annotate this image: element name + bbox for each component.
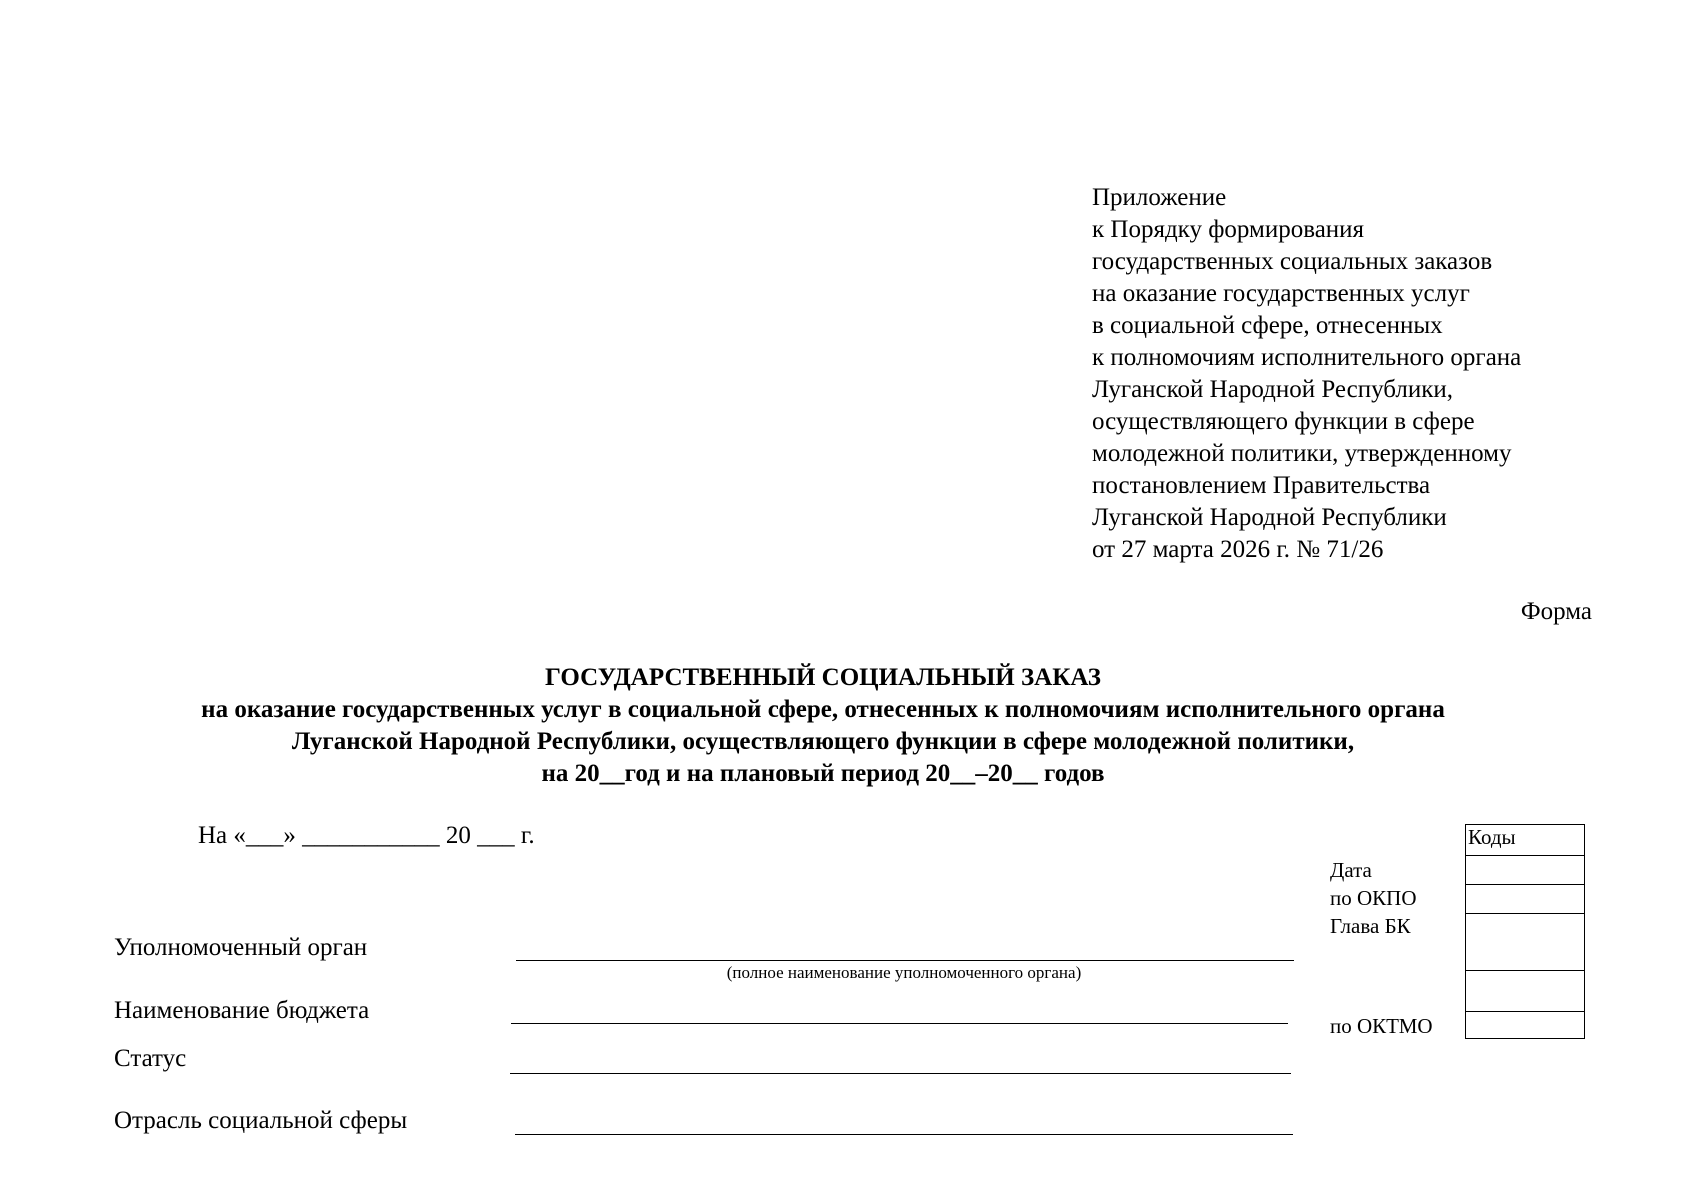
appendix-line: Луганской Народной Республики bbox=[1092, 504, 1447, 531]
codes-cell-okpo[interactable] bbox=[1466, 885, 1585, 914]
appendix-line: к Порядку формирования bbox=[1092, 216, 1365, 243]
appendix-line: на оказание государственных услуг bbox=[1092, 280, 1470, 307]
appendix-line: Луганской Народной Республики, bbox=[1092, 376, 1453, 403]
social-sector-field[interactable] bbox=[515, 1134, 1293, 1135]
title-line-3: на 20__год и на плановый период 20__–20__ годов bbox=[541, 760, 1105, 787]
codes-cell-bk[interactable] bbox=[1466, 914, 1585, 971]
appendix-line: Приложение bbox=[1092, 184, 1227, 211]
codes-label-oktmo: по ОКТМО bbox=[1330, 1014, 1433, 1038]
date-line: На «___» ___________ 20 ___ г. bbox=[198, 822, 535, 849]
appendix-note bbox=[1092, 182, 1652, 566]
codes-cell-extra[interactable] bbox=[1466, 971, 1585, 1012]
appendix-line: государственных социальных заказов bbox=[1092, 248, 1493, 275]
codes-label-bk: Глава БК bbox=[1330, 914, 1411, 938]
form-label: Форма bbox=[1520, 598, 1592, 625]
budget-name-field[interactable] bbox=[511, 1023, 1288, 1024]
codes-label-okpo: по ОКПО bbox=[1330, 886, 1417, 910]
appendix-line: от 27 марта 2026 г. № 71/26 bbox=[1092, 536, 1384, 563]
codes-cell-date[interactable] bbox=[1466, 856, 1585, 885]
appendix-line: в социальной сфере, отнесенных bbox=[1092, 312, 1443, 339]
authorized-body-field[interactable] bbox=[516, 960, 1294, 961]
status-label: Статус bbox=[114, 1045, 187, 1072]
appendix-line: молодежной политики, утвержденному bbox=[1092, 440, 1512, 467]
appendix-line: осуществляющего функции в сфере bbox=[1092, 408, 1475, 435]
title-line-1: на оказание государственных услуг в социальной сфере, отнесенных к полномочиям исполнительного органа bbox=[201, 696, 1445, 723]
authorized-body-label: Уполномоченный орган bbox=[114, 934, 368, 961]
document-title bbox=[0, 662, 1698, 790]
title-main: ГОСУДАРСТВЕННЫЙ СОЦИАЛЬНЫЙ ЗАКАЗ bbox=[545, 664, 1101, 691]
codes-cell-oktmo[interactable] bbox=[1466, 1012, 1585, 1039]
status-field[interactable] bbox=[510, 1073, 1291, 1074]
codes-table bbox=[1465, 824, 1585, 1039]
codes-header: Коды bbox=[1466, 825, 1585, 856]
appendix-line: к полномочиям исполнительного органа bbox=[1092, 344, 1522, 371]
social-sector-label: Отрасль социальной сферы bbox=[114, 1107, 408, 1134]
authorized-body-hint: (полное наименование уполномоченного органа) bbox=[726, 963, 1082, 982]
title-line-2: Луганской Народной Республики, осуществляющего функции в сфере молодежной политики, bbox=[291, 728, 1355, 755]
budget-name-label: Наименование бюджета bbox=[114, 997, 370, 1024]
appendix-line: постановлением Правительства bbox=[1092, 472, 1431, 499]
codes-label-date: Дата bbox=[1330, 858, 1372, 882]
